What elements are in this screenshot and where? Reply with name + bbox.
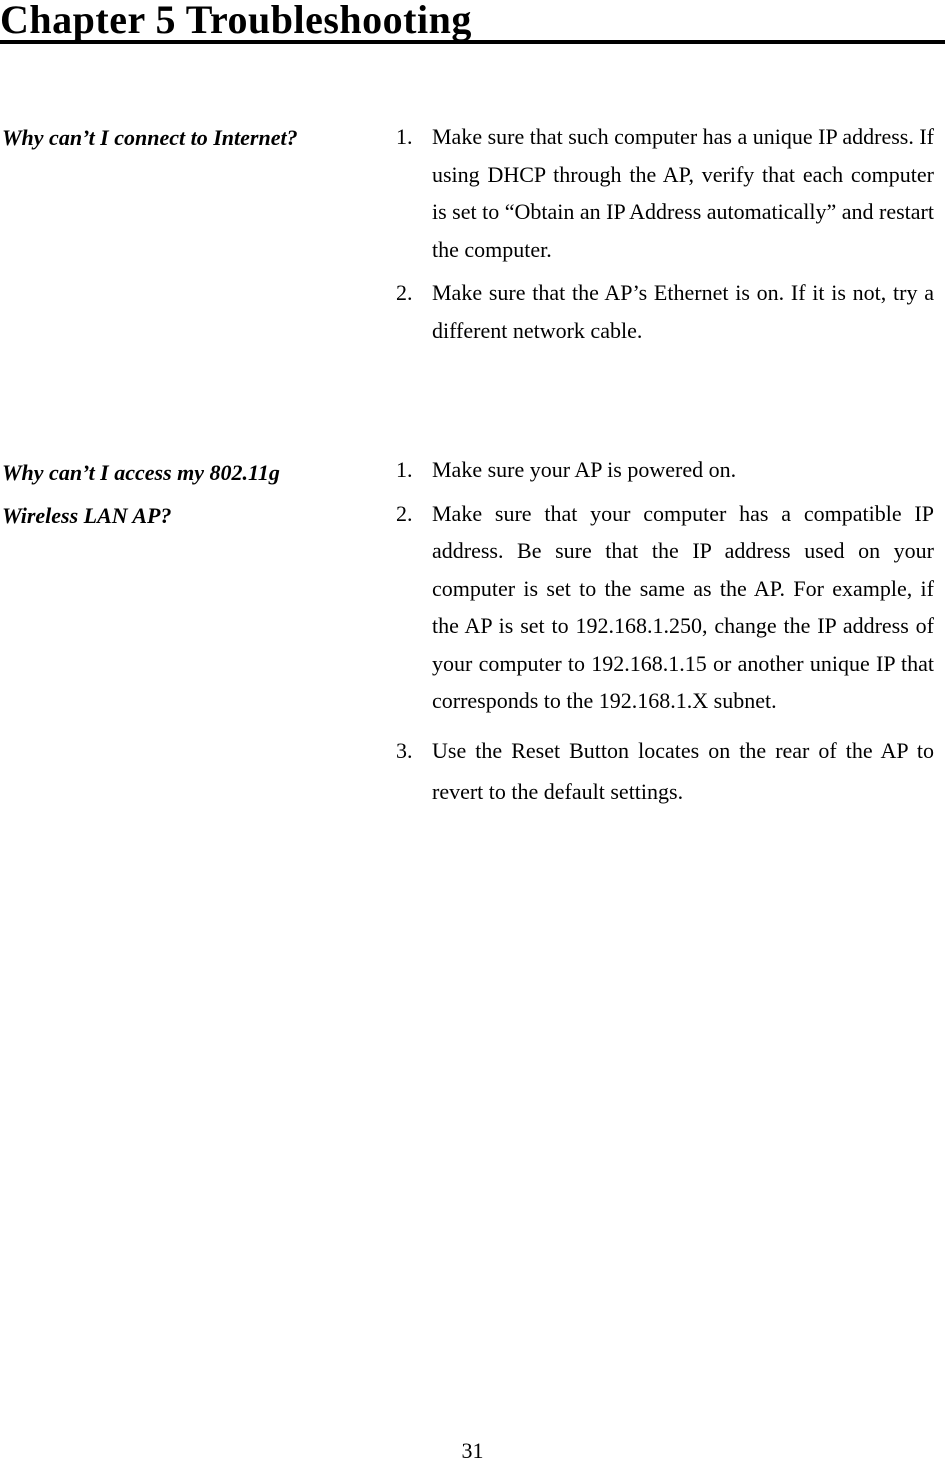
question-line: Wireless LAN AP? <box>2 503 172 528</box>
answer-item <box>396 451 934 489</box>
question-line: Why can’t I connect to Internet? <box>2 125 298 150</box>
page-number: 31 <box>461 1438 484 1463</box>
question-line: Why can’t I access my 802.11g <box>2 460 280 485</box>
answer-item <box>396 118 934 268</box>
faq-question-ap-access <box>2 451 372 537</box>
faq-answers-ap-access <box>396 451 934 812</box>
answer-number: 2. <box>396 280 413 305</box>
answer-number: 2. <box>396 500 413 526</box>
answer-text: Make sure your AP is powered on. <box>432 457 737 482</box>
faq-question-internet <box>2 116 372 159</box>
answer-text: Make sure that such computer has a unique IP address. If using DHCP through the AP, verify that each computer is set to “Obtain an IP Address automatically” and restart the computer. <box>432 124 934 262</box>
answer-item <box>396 730 934 812</box>
answer-item <box>396 274 934 349</box>
answer-text: Make sure that your computer has a compatible IP address. Be sure that the IP address used on your computer is set to the same as the AP. For example, if the AP is set to 192.168.1.250, change the IP address of your computer to 192.168.1.15 or another unique IP that corresponds to the 192.168.1.X subnet. <box>432 500 934 713</box>
chapter-title: Chapter 5 Troubleshooting <box>0 0 945 44</box>
answer-number: 1. <box>396 124 413 149</box>
answer-number: 1. <box>396 457 413 482</box>
answer-text: Make sure that the AP’s Ethernet is on. If it is not, try a different network cable. <box>432 280 934 343</box>
faq-answers-internet <box>396 118 934 349</box>
answer-number: 3. <box>396 737 413 763</box>
answer-item <box>396 495 934 720</box>
answer-text: Use the Reset Button locates on the rear of the AP to revert to the default settings. <box>432 737 934 804</box>
